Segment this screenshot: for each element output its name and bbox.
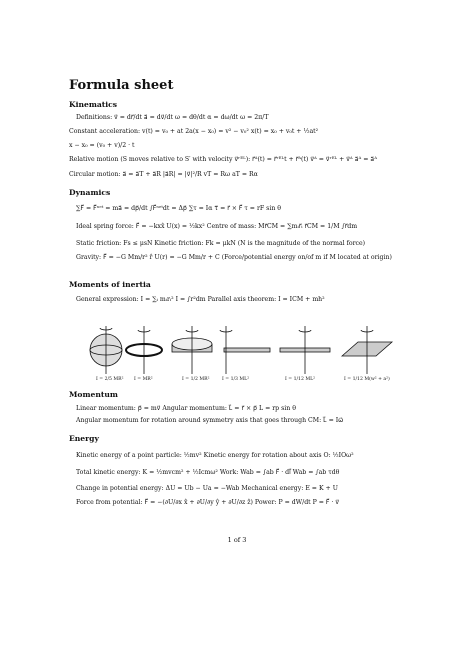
page-title: Formula sheet — [69, 78, 174, 93]
inertia-sphere-label: I = 2/5 MR² — [96, 377, 124, 382]
inertia-figures — [80, 320, 400, 384]
momentum-linear-angular: Linear momentum: p⃗ = mv⃗ Angular momentum: L⃗ = r⃗ × p⃗ L = rp sin θ — [76, 405, 296, 412]
heading-kinematics: Kinematics — [69, 100, 118, 109]
energy-kinetic: Kinetic energy of a point particle: ½mv² Kinetic energy for rotation about axis O: ½IOω² — [76, 452, 354, 459]
kinematics-displacement: x − x₀ = (v₀ + v)/2 · t — [69, 142, 135, 149]
dynamics-newton: ∑F⃗ = F⃗ⁿᵉᵗ = ma⃗ = dp⃗/dt ∫F⃗ⁿᵉᵗdt = Δp⃗ ∑τ = Iα τ⃗ = r⃗ × F⃗ τ = rF sin θ — [76, 205, 282, 212]
dynamics-spring-cm: Ideal spring force: F⃗ = −kxx̂ U(x) = ½kx² Centre of mass: Mr⃗CM = ∑mᵢr⃗ᵢ r⃗CM = 1/M ∫r⃗dm — [76, 223, 358, 230]
hoop-figure — [126, 326, 162, 374]
inertia-disk-label: I = 1/2 MR² — [182, 377, 210, 382]
plate-figure — [342, 326, 392, 374]
sphere-figure — [90, 326, 122, 374]
kinematics-circular-motion: Circular motion: a⃗ = a⃗T + a⃗R |a⃗R| = |v⃗|²/R vT = Rω aT = Rα — [69, 171, 258, 178]
heading-moments-of-inertia: Moments of inertia — [69, 280, 151, 289]
heading-dynamics: Dynamics — [69, 188, 111, 197]
rod-end-figure — [220, 326, 270, 374]
inertia-plate-label: I = 1/12 M(w² + a²) — [344, 377, 390, 382]
energy-force-power: Force from potential: F⃗ = −(∂U/∂x x̂ + ∂U/∂y ŷ + ∂U/∂z ẑ) Power: P = dW/dt P = F⃗ · v⃗ — [76, 499, 340, 506]
inertia-rod-end-label: I = 1/3 ML² — [222, 377, 250, 382]
inertia-hoop-label: I = MR² — [134, 377, 153, 382]
page-number: 1 of 3 — [227, 536, 247, 544]
disk-figure — [172, 326, 212, 374]
energy-total-kinetic-work: Total kinetic energy: K = ½mvcm² + ½Icmω² Work: Wab = ∫ab F⃗ · dl⃗ Wab = ∫ab τdθ — [76, 469, 340, 476]
rod-center-figure — [280, 326, 330, 374]
heading-energy: Energy — [69, 434, 99, 443]
inertia-general-expression: General expression: I = ∑ᵢ mᵢrᵢ² I = ∫r²dm Parallel axis theorem: I = ICM + mh² — [76, 296, 325, 303]
inertia-rod-center-label: I = 1/12 ML² — [285, 377, 315, 382]
momentum-symmetry-axis: Angular momentum for rotation around symmetry axis that goes through CM: L⃗ = Iω⃗ — [76, 417, 344, 424]
kinematics-constant-acceleration: Constant acceleration: v(t) = v₀ + at 2a(x − x₀) = v² − v₀² x(t) = x₀ + v₀t + ½at² — [69, 128, 319, 135]
energy-potential: Change in potential energy: ΔU = Ub − Ua = −Wab Mechanical energy: E = K + U — [76, 485, 338, 492]
dynamics-friction: Static friction: Fs ≤ μsN Kinetic friction: Fk = μkN (N is the magnitude of the normal force) — [76, 240, 366, 247]
kinematics-relative-motion: Relative motion (S moves relative to S′ with velocity v⃗ʳᴱᴸ): r⃗ᴬ(t) = r⃗ʳᴱᴸt + r⃗ᴬ(t) v⃗ᴬ = v⃗ʳᴱᴸ + v⃗ᴬ a⃗ᴬ = a⃗ᴬ — [69, 156, 378, 163]
heading-momentum: Momentum — [69, 390, 118, 399]
kinematics-definitions: Definitions: v⃗ = dr⃗/dt a⃗ = dv⃗/dt ω = dθ/dt α = dω/dt ω = 2π/T — [76, 114, 269, 121]
dynamics-gravity: Gravity: F⃗ = −G Mm/r² r̂ U(r) = −G Mm/r + C (Force/potential energy on/of m if M located at origin) — [76, 254, 392, 261]
